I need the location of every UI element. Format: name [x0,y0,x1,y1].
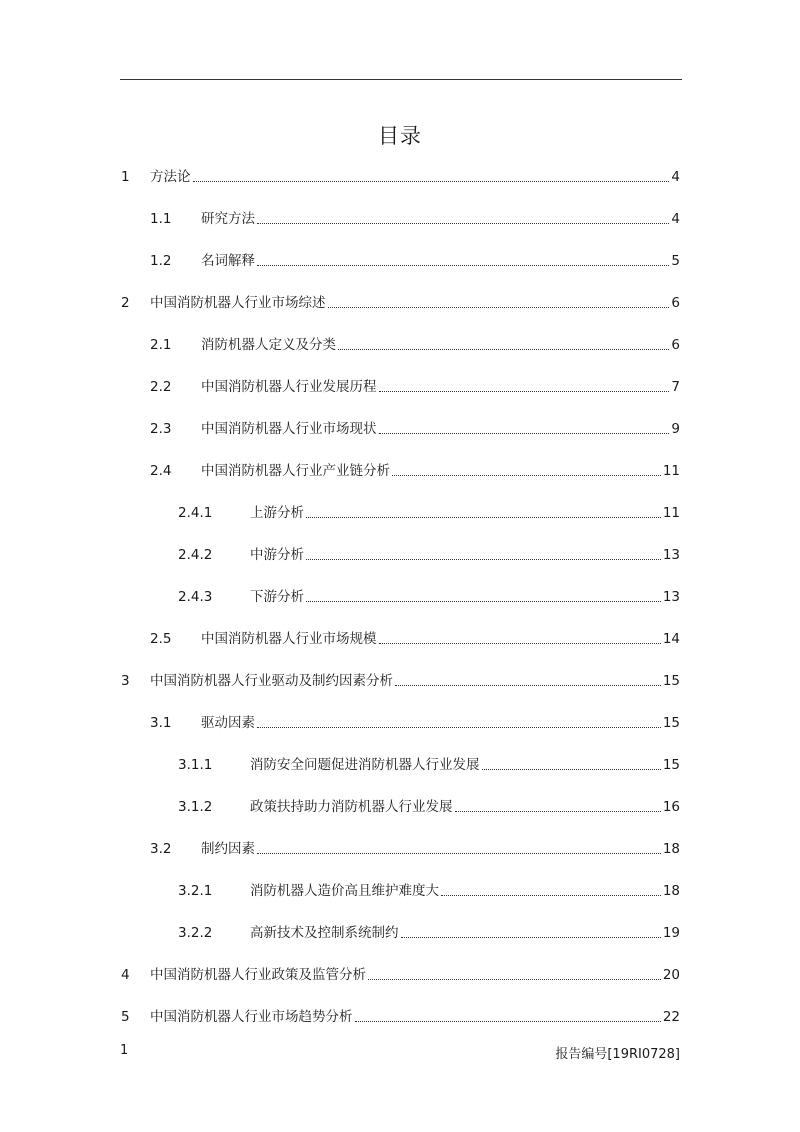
toc-entry-page: 13 [662,589,680,605]
toc-dot-leader [379,642,661,644]
toc-entry-number: 5 [121,1009,130,1025]
toc-entry-label: 下游分析 [250,589,304,605]
toc-entry-number: 3.2 [150,841,172,857]
toc-entry-label: 中国消防机器人行业发展历程 [201,379,377,395]
toc-entry-number: 2.4.3 [178,589,213,605]
toc-entry-label: 上游分析 [250,505,304,521]
toc-entry-label: 中国消防机器人行业市场趋势分析 [150,1009,353,1025]
toc-entry-number: 1.2 [150,253,172,269]
toc-entry[interactable] [178,922,680,944]
toc-dot-leader [379,432,670,434]
toc-entry-label: 研究方法 [201,211,255,227]
toc-entry-number: 2 [121,295,130,311]
toc-entry-label: 中国消防机器人行业市场综述 [150,295,326,311]
toc-entry[interactable] [178,586,680,608]
toc-entry-label: 中国消防机器人行业政策及监管分析 [150,967,366,983]
toc-dot-leader [401,936,661,938]
toc-entry-number: 3.1.2 [178,799,213,815]
toc-entry-label: 消防机器人造价高且维护难度大 [250,883,439,899]
toc-entry-number: 2.1 [150,337,172,353]
toc-entry-page: 4 [671,169,680,185]
toc-entry-label: 政策扶持助力消防机器人行业发展 [250,799,453,815]
toc-entry-number: 2.2 [150,379,172,395]
toc-entry-page: 6 [671,295,680,311]
toc-entry[interactable] [150,334,680,356]
toc-dot-leader [395,684,661,686]
toc-entry-number: 1 [121,169,130,185]
toc-dot-leader [392,474,661,476]
toc-entry[interactable] [178,796,680,818]
toc-entry-number: 4 [121,967,130,983]
toc-dot-leader [379,390,670,392]
toc-dot-leader [257,852,661,854]
footer-report-id: 报告编号[19RI0728] [555,1047,680,1062]
toc-entry[interactable] [121,964,680,986]
header-rule [120,79,682,80]
toc-entry[interactable] [178,754,680,776]
toc-entry-page: 9 [671,421,680,437]
toc-entry[interactable] [150,712,680,734]
toc-entry[interactable] [150,376,680,398]
toc-entry[interactable] [121,1006,680,1028]
toc-entry-label: 消防机器人定义及分类 [201,337,336,353]
toc-dot-leader [355,1020,661,1022]
toc-entry-number: 2.3 [150,421,172,437]
page-title: 目录 [378,124,422,148]
toc-entry-page: 5 [671,253,680,269]
toc-entry-page: 15 [662,757,680,773]
toc-entry-number: 3.1.1 [178,757,213,773]
toc-entry-label: 中国消防机器人行业市场规模 [201,631,377,647]
toc-entry-label: 中国消防机器人行业产业链分析 [201,463,390,479]
toc-entry-page: 20 [662,967,680,983]
toc-entry-page: 13 [662,547,680,563]
toc-dot-leader [257,264,669,266]
toc-entry[interactable] [150,838,680,860]
toc-entry-label: 名词解释 [201,253,255,269]
footer-page-number: 1 [120,1043,129,1058]
toc-entry-label: 中国消防机器人行业市场现状 [201,421,377,437]
toc-entry-page: 18 [662,841,680,857]
toc-dot-leader [257,222,669,224]
toc-entry[interactable] [178,880,680,902]
toc-dot-leader [455,810,661,812]
toc-entry-label: 中游分析 [250,547,304,563]
toc-entry-page: 16 [662,799,680,815]
toc-entry[interactable] [178,502,680,524]
toc-entry-number: 3.2.2 [178,925,213,941]
toc-entry[interactable] [150,628,680,650]
toc-entry-number: 2.4.1 [178,505,213,521]
toc-entry-label: 消防安全问题促进消防机器人行业发展 [250,757,480,773]
toc-entry-page: 15 [662,715,680,731]
toc-dot-leader [257,726,661,728]
toc-entry-number: 3.2.1 [178,883,213,899]
toc-entry-label: 高新技术及控制系统制约 [250,925,399,941]
toc-entry-page: 11 [662,463,680,479]
toc-dot-leader [441,894,661,896]
toc-entry[interactable] [150,418,680,440]
toc-entry[interactable] [150,460,680,482]
toc-entry-page: 22 [662,1009,680,1025]
toc-entry-label: 驱动因素 [201,715,255,731]
toc-entry-page: 19 [662,925,680,941]
toc-dot-leader [482,768,661,770]
toc-entry-number: 2.4 [150,463,172,479]
toc-entry-number: 3.1 [150,715,172,731]
toc-entry-page: 11 [662,505,680,521]
toc-dot-leader [368,978,661,980]
toc-dot-leader [338,348,669,350]
toc-entry-page: 15 [662,673,680,689]
toc-entry-page: 14 [662,631,680,647]
toc-entry-label: 中国消防机器人行业驱动及制约因素分析 [150,673,393,689]
toc-entry-page: 4 [671,211,680,227]
toc-entry-number: 2.4.2 [178,547,213,563]
toc-entry-page: 7 [671,379,680,395]
toc-entry-number: 1.1 [150,211,172,227]
toc-dot-leader [306,558,661,560]
toc-dot-leader [193,180,670,182]
toc-dot-leader [306,600,661,602]
toc-entry[interactable] [121,292,680,314]
toc-dot-leader [306,516,661,518]
toc-entry-page: 18 [662,883,680,899]
toc-entry-number: 3 [121,673,130,689]
toc-entry-label: 制约因素 [201,841,255,857]
toc-dot-leader [328,306,670,308]
toc-entry[interactable] [150,208,680,230]
toc-entry-number: 2.5 [150,631,172,647]
toc-entry-page: 6 [671,337,680,353]
toc-entry-label: 方法论 [150,169,191,185]
toc-entry[interactable] [121,166,680,188]
toc-entry[interactable] [150,250,680,272]
toc-entry[interactable] [178,544,680,566]
toc-entry[interactable] [121,670,680,692]
